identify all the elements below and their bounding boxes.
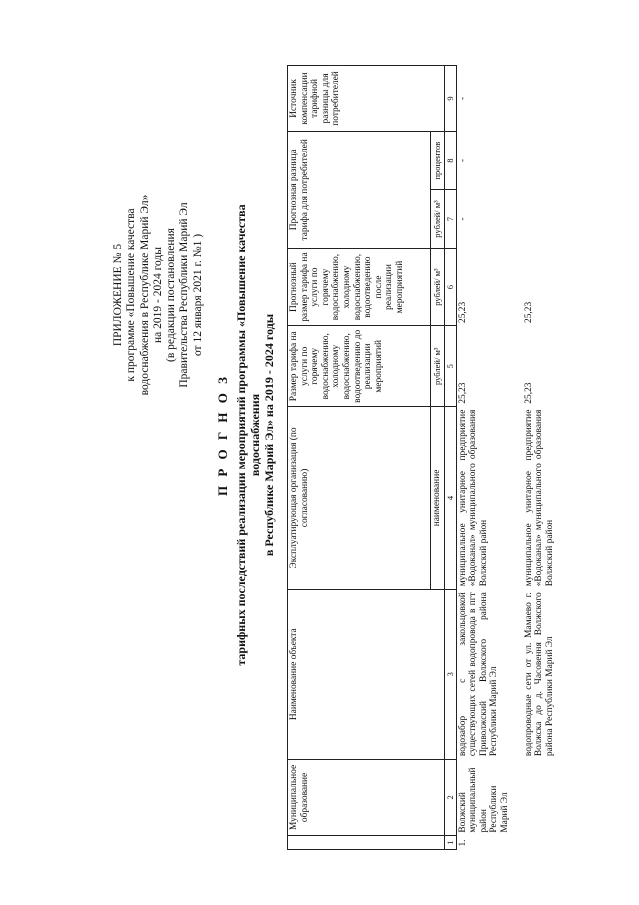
row-source: -	[457, 96, 468, 101]
table-row	[512, 66, 557, 850]
header-cell-difference: Прогнозная разница тарифа для потребителей	[288, 131, 431, 248]
row-tariff-after: 25,23	[457, 301, 468, 323]
row-municipality	[512, 759, 557, 836]
appendix-line: (в редакции постановления	[165, 228, 178, 362]
column-number: 4	[444, 407, 456, 590]
column-number: 9	[444, 66, 456, 132]
column-number: 6	[444, 248, 456, 326]
appendix-line: от 12 января 2021 г. №1 )	[191, 233, 204, 357]
document-title: П Р О Г Н О З	[215, 373, 230, 497]
row-object: водозабор с закольцовкой существующих сетей водопровода в пгт Приволжский Волжского района Республики Марий Эл	[457, 592, 500, 757]
unit-tariff-before: рублей/ м³	[431, 326, 445, 407]
row-diff-pct	[512, 131, 557, 189]
row-municipality: Волжский муниципальный район Республики Марий Эл	[457, 767, 510, 833]
header-row	[288, 66, 431, 850]
column-number: 8	[444, 131, 456, 189]
title-block	[215, 175, 276, 695]
header-cell-tariff-after: Прогнозный размер тарифа на услуги по горячему водоснабжению, холодному водоснабжению, водоотведению после реализации мероприятий	[288, 248, 431, 326]
header-cell-source: Источник компенсации тарифной разницы для потребителей	[288, 66, 445, 132]
row-tariff-before: 25,23	[523, 382, 534, 404]
header-cell-object: Наименование объекта	[288, 589, 445, 759]
row-number: 1.	[457, 839, 468, 847]
column-number: 2	[444, 759, 456, 836]
column-number: 3	[444, 589, 456, 759]
table-row	[456, 66, 511, 850]
row-diff-rub: -	[457, 217, 468, 221]
appendix-line: водоснабжения в Республике Марий Эл»	[138, 194, 151, 396]
header-cell-operator: Эксплуатирующая организация (по согласованию)	[288, 407, 431, 590]
header-cell-num	[288, 836, 445, 850]
column-number-row	[444, 66, 456, 850]
column-number: 1	[444, 836, 456, 850]
forecast-table	[287, 65, 556, 850]
document-subtitle-line2: в Республике Марий Эл» на 2019 - 2024 годы	[262, 313, 276, 557]
row-operator: муниципальное унитарное предприятие «Водоканал» муниципального образования Волжский район	[523, 409, 555, 587]
appendix-line: ПРИЛОЖЕНИЕ № 5	[112, 243, 124, 347]
header-cell-tariff-before: Размер тарифа на услуги по горячему водоснабжению, холодному водоснабжению, водоотведению до реализации мероприятий	[288, 326, 431, 407]
header-cell-operator-sub: наименование	[431, 407, 445, 590]
column-number: 5	[444, 326, 456, 407]
appendix-line: на 2019 - 2024 годы	[151, 247, 164, 344]
row-source	[512, 66, 557, 132]
appendix-line: к программе «Повышение качества	[125, 208, 138, 382]
document-subtitle: тарифных последствий реализации мероприятий программы «Повышение качества водоснабжения	[234, 204, 262, 666]
row-operator: муниципальное унитарное предприятие «Водоканал» муниципального образования Волжский район	[457, 409, 489, 587]
row-object: водопроводные сети от ул. Мамаево г. Волжска до д. Часовення Волжского района Республики Марий Эл	[523, 592, 555, 757]
row-diff-pct: -	[457, 159, 468, 163]
unit-diff-rub: рублей/ м³	[431, 190, 445, 248]
column-number: 7	[444, 190, 456, 248]
row-tariff-before: 25,23	[457, 382, 468, 404]
row-diff-rub	[512, 190, 557, 248]
header-cell-municipality: Муниципальное образование	[288, 759, 445, 836]
row-number	[512, 836, 557, 850]
appendix-line: Правительства Республики Марий Эл	[178, 202, 191, 388]
unit-tariff-after: рублей/ м³	[431, 248, 445, 326]
row-tariff-after: 25,23	[523, 301, 534, 323]
unit-diff-pct: процентов	[431, 131, 445, 189]
appendix-header	[112, 190, 205, 400]
